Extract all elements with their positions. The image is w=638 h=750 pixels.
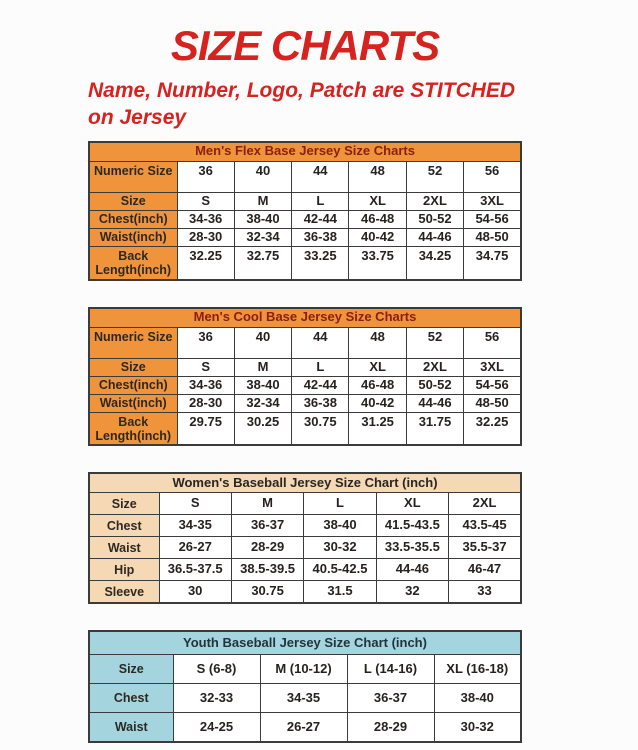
table-row <box>89 161 521 192</box>
size-value: 56 <box>464 161 521 192</box>
size-value: 38-40 <box>234 210 291 228</box>
size-value: 48 <box>349 161 406 192</box>
page-subtitle-line1: Name, Number, Logo, Patch are STITCHED <box>88 79 516 103</box>
size-value: 40.5-42.5 <box>304 559 376 581</box>
table-row <box>89 713 521 743</box>
size-value: 44-46 <box>376 559 448 581</box>
row-label: Waist(inch) <box>89 228 177 246</box>
table-row <box>89 228 521 246</box>
size-value: 32 <box>376 581 448 604</box>
size-value: 30 <box>159 581 231 604</box>
page-subtitle <box>88 78 522 132</box>
size-value: 38.5-39.5 <box>231 559 303 581</box>
size-value: 36.5-37.5 <box>159 559 231 581</box>
size-value: 36-37 <box>231 515 303 537</box>
page-subtitle-line2: on Jersey <box>88 105 187 129</box>
size-value: 52 <box>406 161 463 192</box>
row-label: Size <box>89 192 177 210</box>
row-label: Numeric Size <box>89 161 177 192</box>
size-value: 46-48 <box>349 376 406 394</box>
size-value: 42-44 <box>292 210 349 228</box>
table-row <box>89 515 521 537</box>
size-value: 28-30 <box>177 394 234 412</box>
row-label: Waist(inch) <box>89 394 177 412</box>
size-value: M <box>231 493 303 515</box>
row-label: Chest(inch) <box>89 210 177 228</box>
size-value: 2XL <box>406 358 463 376</box>
size-value: 34-36 <box>177 210 234 228</box>
size-value: 54-56 <box>464 210 521 228</box>
size-value: 44 <box>292 327 349 358</box>
row-label: Numeric Size <box>89 327 177 358</box>
size-value: XL <box>349 358 406 376</box>
size-value: 31.5 <box>304 581 376 604</box>
table-row <box>89 358 521 376</box>
size-value: 34-35 <box>159 515 231 537</box>
size-value: 34.25 <box>406 246 463 279</box>
size-value: 36 <box>177 327 234 358</box>
table-row <box>89 684 521 713</box>
size-value: S <box>159 493 231 515</box>
row-label: Chest <box>89 515 159 537</box>
mens-cool-base-table <box>88 307 522 447</box>
row-label: Sleeve <box>89 581 159 604</box>
size-value: 3XL <box>464 192 521 210</box>
size-value: 32-33 <box>173 684 260 713</box>
size-value: 31.25 <box>349 412 406 445</box>
table-row <box>89 192 521 210</box>
size-value: 35.5-37 <box>449 537 521 559</box>
table-title: Women's Baseball Jersey Size Chart (inch) <box>89 473 521 493</box>
size-value: 33.5-35.5 <box>376 537 448 559</box>
size-value: 44-46 <box>406 394 463 412</box>
size-value: 44 <box>292 161 349 192</box>
size-value: 24-25 <box>173 713 260 743</box>
table-title: Men's Cool Base Jersey Size Charts <box>89 308 521 328</box>
size-value: 56 <box>464 327 521 358</box>
size-value: 30-32 <box>304 537 376 559</box>
table-row <box>89 581 521 604</box>
size-value: 46-47 <box>449 559 521 581</box>
tables-container <box>88 141 522 744</box>
size-value: 29.75 <box>177 412 234 445</box>
size-value: S (6-8) <box>173 655 260 684</box>
size-value: 36-38 <box>292 394 349 412</box>
row-label: Waist <box>89 537 159 559</box>
size-value: 33.25 <box>292 246 349 279</box>
size-value: 50-52 <box>406 210 463 228</box>
size-value: 48-50 <box>464 394 521 412</box>
row-label: Size <box>89 358 177 376</box>
size-value: 32-34 <box>234 394 291 412</box>
size-value: 40-42 <box>349 228 406 246</box>
size-value: 26-27 <box>260 713 347 743</box>
size-value: 40-42 <box>349 394 406 412</box>
size-value: 38-40 <box>234 376 291 394</box>
table-title: Men's Flex Base Jersey Size Charts <box>89 142 521 162</box>
size-value: 48-50 <box>464 228 521 246</box>
size-value: 30.75 <box>292 412 349 445</box>
table-row <box>89 559 521 581</box>
size-value: S <box>177 358 234 376</box>
row-label: Waist <box>89 713 173 743</box>
table-title-row <box>89 631 521 655</box>
youth-baseball-table <box>88 630 522 743</box>
size-value: 28-29 <box>231 537 303 559</box>
size-value: 41.5-43.5 <box>376 515 448 537</box>
size-value: 36-37 <box>347 684 434 713</box>
row-label: Hip <box>89 559 159 581</box>
size-value: 2XL <box>449 493 521 515</box>
table-title-row <box>89 308 521 328</box>
table-row <box>89 210 521 228</box>
page-title: SIZE CHARTS <box>170 22 440 69</box>
content-column <box>88 0 522 743</box>
mens-flex-base-table <box>88 141 522 281</box>
size-value: M <box>234 192 291 210</box>
size-value: 38-40 <box>304 515 376 537</box>
size-value: 46-48 <box>349 210 406 228</box>
size-value: L (14-16) <box>347 655 434 684</box>
table-row <box>89 493 521 515</box>
womens-baseball-table <box>88 472 522 604</box>
size-value: 36 <box>177 161 234 192</box>
table-row <box>89 246 521 279</box>
size-value: 30.25 <box>234 412 291 445</box>
size-value: 3XL <box>464 358 521 376</box>
size-value: 50-52 <box>406 376 463 394</box>
row-label: Size <box>89 493 159 515</box>
size-value: 42-44 <box>292 376 349 394</box>
size-value: L <box>304 493 376 515</box>
size-value: XL (16-18) <box>434 655 521 684</box>
size-value: 34.75 <box>464 246 521 279</box>
size-value: L <box>292 192 349 210</box>
size-value: 40 <box>234 161 291 192</box>
size-value: 34-35 <box>260 684 347 713</box>
size-value: 34-36 <box>177 376 234 394</box>
size-value: 33 <box>449 581 521 604</box>
size-value: M <box>234 358 291 376</box>
size-value: M (10-12) <box>260 655 347 684</box>
size-value: 33.75 <box>349 246 406 279</box>
table-row <box>89 537 521 559</box>
row-label: Back Length(inch) <box>89 412 177 445</box>
size-value: 40 <box>234 327 291 358</box>
row-label: Back Length(inch) <box>89 246 177 279</box>
size-value: 32.25 <box>177 246 234 279</box>
size-value: 31.75 <box>406 412 463 445</box>
table-row <box>89 394 521 412</box>
size-value: 52 <box>406 327 463 358</box>
table-title-row <box>89 142 521 162</box>
size-value: XL <box>376 493 448 515</box>
size-value: 28-29 <box>347 713 434 743</box>
row-label: Chest(inch) <box>89 376 177 394</box>
size-value: 48 <box>349 327 406 358</box>
size-value: 54-56 <box>464 376 521 394</box>
table-row <box>89 412 521 445</box>
table-row <box>89 327 521 358</box>
size-value: 43.5-45 <box>449 515 521 537</box>
size-value: 38-40 <box>434 684 521 713</box>
size-value: S <box>177 192 234 210</box>
size-value: 44-46 <box>406 228 463 246</box>
size-value: 32.75 <box>234 246 291 279</box>
size-value: 30-32 <box>434 713 521 743</box>
table-title-row <box>89 473 521 493</box>
size-value: 32.25 <box>464 412 521 445</box>
table-title: Youth Baseball Jersey Size Chart (inch) <box>89 631 521 655</box>
table-row <box>89 376 521 394</box>
row-label: Chest <box>89 684 173 713</box>
row-label: Size <box>89 655 173 684</box>
table-row <box>89 655 521 684</box>
size-value: 36-38 <box>292 228 349 246</box>
size-value: 32-34 <box>234 228 291 246</box>
size-value: 2XL <box>406 192 463 210</box>
size-value: 30.75 <box>231 581 303 604</box>
size-value: L <box>292 358 349 376</box>
size-value: 28-30 <box>177 228 234 246</box>
size-value: XL <box>349 192 406 210</box>
size-value: 26-27 <box>159 537 231 559</box>
